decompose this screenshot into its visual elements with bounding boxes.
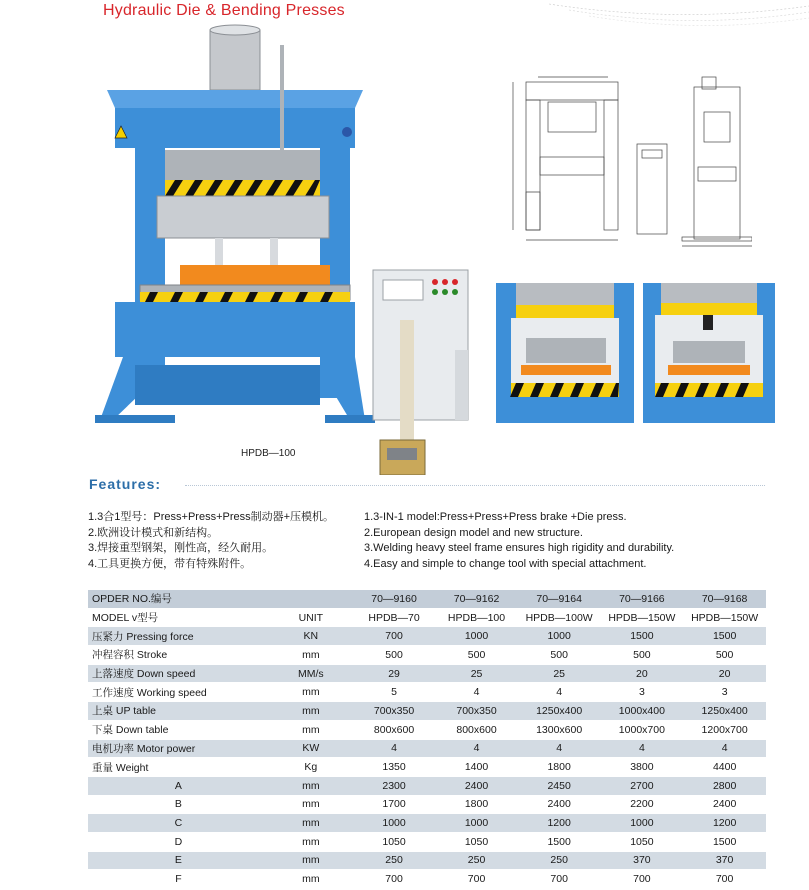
cell-value: 20 [683, 664, 766, 683]
row-label: OPDER NO.编号 [88, 590, 269, 608]
cell-value: 1250x400 [683, 702, 766, 721]
cell-value: 2400 [518, 795, 601, 814]
feature-en-1: 1.3-IN-1 model:Press+Press+Press brake +Die press. [364, 511, 627, 523]
cell-value: 500 [683, 646, 766, 665]
table-row [88, 608, 766, 627]
cell-value: 500 [435, 646, 518, 665]
features-list-en [364, 510, 674, 572]
cell-value: 70—9160 [353, 590, 435, 608]
row-label: 下桌 Down table [88, 720, 269, 739]
press-mode-photo-1 [496, 283, 634, 423]
row-label: D [88, 832, 269, 851]
row-label: 压紧力 Pressing force [88, 627, 269, 646]
table-row [88, 720, 766, 739]
cell-value: 29 [353, 664, 435, 683]
cell-value: 700x350 [353, 702, 435, 721]
row-label: 重量 Weight [88, 758, 269, 777]
cell-value: 700 [435, 870, 518, 889]
row-unit: mm [269, 720, 353, 739]
cell-value: 20 [601, 664, 684, 683]
cell-value: 1050 [435, 832, 518, 851]
row-label: E [88, 851, 269, 870]
cell-value: 70—9164 [518, 590, 601, 608]
row-unit: MM/s [269, 664, 353, 683]
cell-value: 70—9168 [683, 590, 766, 608]
cell-value: HPDB—100 [435, 608, 518, 627]
table-row [88, 739, 766, 758]
feature-en-3: 3.Welding heavy steel frame ensures high rigidity and durability. [364, 542, 675, 555]
cell-value: 4 [601, 739, 684, 758]
model-caption: HPDB—100 [241, 448, 296, 459]
cell-value: 3 [683, 683, 766, 702]
row-unit: mm [269, 683, 353, 702]
table-row [88, 758, 766, 777]
cell-value: 800x600 [435, 720, 518, 739]
row-label: 工作速度 Working speed [88, 683, 269, 702]
feature-en-2: 2.European design model and new structure. [364, 526, 583, 539]
cell-value: 1000 [601, 814, 684, 833]
cell-value: 1400 [435, 758, 518, 777]
table-row [88, 776, 766, 795]
cell-value: 1200 [683, 814, 766, 833]
feature-zh-2: 2.欧洲设计模式和新结构。 [88, 526, 219, 539]
cell-value: 1200x700 [683, 720, 766, 739]
cell-value: 1200 [518, 814, 601, 833]
cell-value: 25 [518, 664, 601, 683]
press-mode-photo-2 [643, 283, 775, 423]
row-label: F [88, 870, 269, 889]
cell-value: 1000 [353, 814, 435, 833]
features-heading: Features: [89, 476, 162, 492]
table-row [88, 832, 766, 851]
row-unit [269, 590, 353, 608]
cell-value: 1500 [683, 627, 766, 646]
cell-value: 4 [435, 739, 518, 758]
cell-value: 4 [435, 683, 518, 702]
row-label: 冲程容积 Stroke [88, 646, 269, 665]
cell-value: 500 [601, 646, 684, 665]
row-unit: mm [269, 795, 353, 814]
cell-value: 700x350 [435, 702, 518, 721]
row-unit: Kg [269, 758, 353, 777]
cell-value: 700 [683, 870, 766, 889]
row-unit: KN [269, 627, 353, 646]
row-unit: mm [269, 702, 353, 721]
cell-value: 1700 [353, 795, 435, 814]
cell-value: 1500 [601, 627, 684, 646]
row-label: C [88, 814, 269, 833]
row-unit: mm [269, 832, 353, 851]
cell-value: 2450 [518, 776, 601, 795]
table-row [88, 814, 766, 833]
table-row [88, 627, 766, 646]
row-label: 上桌 UP table [88, 702, 269, 721]
cell-value: 1050 [601, 832, 684, 851]
cell-value: 700 [601, 870, 684, 889]
table-row [88, 870, 766, 889]
row-unit: mm [269, 646, 353, 665]
cell-value: 1800 [435, 795, 518, 814]
cell-value: 700 [353, 870, 435, 889]
table-row [88, 590, 766, 608]
cell-value: 250 [353, 851, 435, 870]
cell-value: 2400 [683, 795, 766, 814]
row-label: 电机功率 Motor power [88, 739, 269, 758]
feature-zh-4: 4.工具更换方便，带有特殊附件。 [88, 557, 252, 570]
feature-zh-1: 1.3合1型号：Press+Press+Press制动器+压模机。 [88, 511, 335, 523]
feature-zh-3: 3.焊接重型钢架，刚性高，经久耐用。 [88, 542, 274, 555]
side-view-drawing [632, 72, 752, 250]
cell-value: 4 [353, 739, 435, 758]
cell-value: 2200 [601, 795, 684, 814]
row-unit: mm [269, 870, 353, 889]
cell-value: 3 [601, 683, 684, 702]
cell-value: HPDB—150W [683, 608, 766, 627]
cell-value: 1500 [683, 832, 766, 851]
cell-value: 250 [518, 851, 601, 870]
cell-value: 70—9162 [435, 590, 518, 608]
row-label: B [88, 795, 269, 814]
cell-value: 25 [435, 664, 518, 683]
decorative-curves [549, 0, 809, 30]
cell-value: 1000x700 [601, 720, 684, 739]
cell-value: 1000 [435, 814, 518, 833]
cell-value: 1050 [353, 832, 435, 851]
cell-value: 1350 [353, 758, 435, 777]
cell-value: 700 [518, 870, 601, 889]
specifications-table [88, 590, 766, 889]
hydraulic-press-illustration [95, 20, 475, 475]
feature-en-4: 4.Easy and simple to change tool with special attachment. [364, 557, 647, 570]
cell-value: 1800 [518, 758, 601, 777]
cell-value: 1250x400 [518, 702, 601, 721]
cell-value: 4 [683, 739, 766, 758]
row-unit: mm [269, 851, 353, 870]
cell-value: 70—9166 [601, 590, 684, 608]
row-label: 上落速度 Down speed [88, 664, 269, 683]
cell-value: 250 [435, 851, 518, 870]
cell-value: 2400 [435, 776, 518, 795]
row-unit: KW [269, 739, 353, 758]
row-unit: mm [269, 776, 353, 795]
table-row [88, 646, 766, 665]
cell-value: 3800 [601, 758, 684, 777]
table-row [88, 683, 766, 702]
row-label: A [88, 776, 269, 795]
cell-value: 1300x600 [518, 720, 601, 739]
features-list-zh [88, 510, 334, 572]
cell-value: 2300 [353, 776, 435, 795]
table-row [88, 664, 766, 683]
table-row [88, 795, 766, 814]
cell-value: 4400 [683, 758, 766, 777]
cell-value: 4 [518, 739, 601, 758]
cell-value: 800x600 [353, 720, 435, 739]
row-unit: UNIT [269, 608, 353, 627]
cell-value: 4 [518, 683, 601, 702]
table-row [88, 851, 766, 870]
cell-value: HPDB—150W [601, 608, 684, 627]
features-divider [185, 485, 765, 486]
cell-value: 2800 [683, 776, 766, 795]
cell-value: 370 [601, 851, 684, 870]
cell-value: 370 [683, 851, 766, 870]
cell-value: 1000 [518, 627, 601, 646]
row-unit: mm [269, 814, 353, 833]
table-row [88, 702, 766, 721]
cell-value: 5 [353, 683, 435, 702]
cell-value: 1000x400 [601, 702, 684, 721]
page-title: Hydraulic Die & Bending Presses [103, 2, 345, 19]
cell-value: 500 [353, 646, 435, 665]
cell-value: 2700 [601, 776, 684, 795]
front-view-drawing [508, 72, 628, 247]
cell-value: 500 [518, 646, 601, 665]
cell-value: HPDB—70 [353, 608, 435, 627]
row-label: MODEL v型号 [88, 608, 269, 627]
cell-value: HPDB—100W [518, 608, 601, 627]
cell-value: 700 [353, 627, 435, 646]
cell-value: 1000 [435, 627, 518, 646]
cell-value: 1500 [518, 832, 601, 851]
